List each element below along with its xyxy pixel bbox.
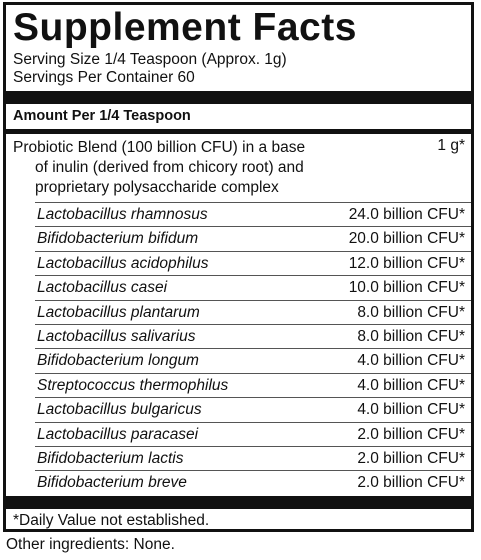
- thick-divider: [6, 91, 471, 104]
- strain-amount: 2.0 billion CFU*: [357, 449, 465, 467]
- strain-amount: 20.0 billion CFU*: [348, 230, 465, 248]
- strain-name: Bifidobacterium bifidum: [37, 230, 199, 248]
- strain-list: [35, 202, 471, 495]
- strain-name: Bifidobacterium longum: [37, 352, 199, 370]
- supplement-facts-panel: [3, 2, 474, 532]
- amount-header: Amount Per 1/4 Teaspoon: [13, 108, 191, 124]
- strain-name: Lactobacillus casei: [37, 279, 168, 297]
- blend-line-3: proprietary polysaccharide complex: [35, 179, 279, 196]
- strain-name: Lactobacillus paracasei: [37, 425, 199, 443]
- blend-line-2: of inulin (derived from chicory root) and: [35, 159, 304, 176]
- strain-amount: 2.0 billion CFU*: [357, 425, 465, 443]
- strain-row: [35, 300, 471, 324]
- strain-row: [35, 373, 471, 397]
- strain-amount: 4.0 billion CFU*: [357, 352, 465, 370]
- strain-row: [35, 275, 471, 299]
- strain-name: Lactobacillus salivarius: [37, 327, 196, 345]
- strain-name: Lactobacillus bulgaricus: [37, 401, 202, 419]
- strain-name: Lactobacillus plantarum: [37, 303, 200, 321]
- blend-amount: 1 g*: [437, 137, 465, 154]
- strain-name: Lactobacillus rhamnosus: [37, 206, 208, 223]
- strain-name: Bifidobacterium breve: [37, 474, 187, 492]
- strain-amount: 10.0 billion CFU*: [348, 279, 465, 297]
- panel-title: Supplement Facts: [13, 6, 357, 49]
- strain-row: [35, 397, 471, 421]
- strain-name: Bifidobacterium lactis: [37, 449, 184, 467]
- strain-amount: 4.0 billion CFU*: [357, 401, 465, 419]
- strain-amount: 24.0 billion CFU*: [348, 206, 465, 223]
- blend-line-1: Probiotic Blend (100 billion CFU) in a base: [13, 139, 306, 156]
- strain-row: [35, 202, 471, 226]
- other-ingredients: Other ingredients: None.: [6, 536, 175, 553]
- strain-amount: 8.0 billion CFU*: [357, 327, 465, 345]
- strain-name: Lactobacillus acidophilus: [37, 254, 209, 272]
- strain-amount: 2.0 billion CFU*: [357, 474, 465, 492]
- strain-amount: 8.0 billion CFU*: [357, 303, 465, 321]
- strain-amount: 12.0 billion CFU*: [348, 254, 465, 272]
- footnote: *Daily Value not established.: [13, 512, 210, 529]
- medium-divider: [6, 129, 471, 134]
- bottom-divider: [6, 496, 471, 509]
- serving-size: Serving Size 1/4 Teaspoon (Approx. 1g): [13, 51, 287, 68]
- strain-row: [35, 226, 471, 250]
- servings-per-container: Servings Per Container 60: [13, 69, 195, 86]
- strain-row: [35, 422, 471, 446]
- strain-row: [35, 348, 471, 372]
- strain-row: [35, 324, 471, 348]
- strain-amount: 4.0 billion CFU*: [357, 376, 465, 394]
- strain-name: Streptococcus thermophilus: [37, 376, 229, 394]
- strain-row: [35, 470, 471, 494]
- strain-row: [35, 251, 471, 275]
- strain-row: [35, 446, 471, 470]
